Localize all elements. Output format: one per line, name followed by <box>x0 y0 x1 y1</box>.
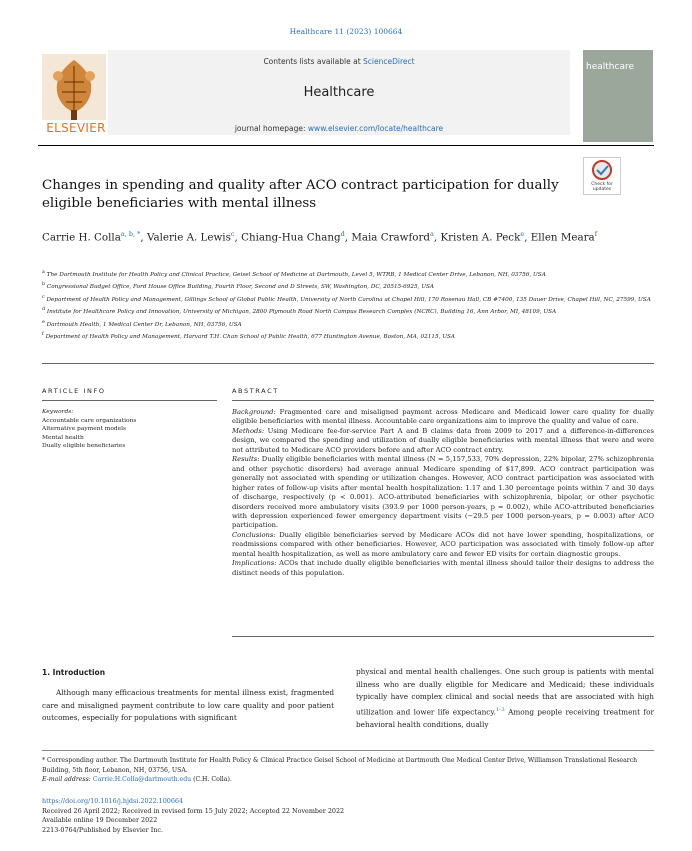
abstract-section <box>232 559 654 578</box>
corresponding-author-note: * Corresponding author. The Dartmouth Institute for Health Policy & Clinical Practice Geisel School of Medicine at Dartmouth One Medical Center Drive, Williamson Translational Research Building, 5th floor, Lebanon, NH, 03756, USA. <box>42 757 638 774</box>
homepage-prefix: journal homepage: <box>234 124 308 133</box>
affiliation-item <box>42 330 654 342</box>
affiliation-item <box>42 305 654 317</box>
abstract-section-text: Dually eligible beneficiaries served by Medicare ACOs did not have lower spending, hospitalizations, or readmissions compared with other beneficiaries. However, ACO participation was associated with timely follow-up after mental health hospitalization, as well as more ambulatory care and fewer ED visits for certain diagnostic groups. <box>232 530 654 558</box>
contents-line <box>108 57 570 66</box>
introduction-heading: 1. Introduction <box>42 668 106 677</box>
doi-link[interactable]: https://doi.org/10.1016/j.hjdsi.2022.100664 <box>42 797 184 805</box>
affiliation-text: Congressional Budget Office, Ford House Office Building, Fourth Floor, Second and D Streets, SW, Washington, DC, 20515-6925, USA <box>46 284 434 291</box>
author-name[interactable]: Carrie H. Colla <box>42 231 121 244</box>
abstract-section-text: Using Medicare fee-for-service Part A and B claims data from 2009 to 2017 and a difference-in-differences design, we compared the spending and utilization of dually eligible beneficiaries with mental illness that were and were not attributed to Medicare ACO providers before and after ACO contract entry. <box>232 426 654 454</box>
keywords-label: Keywords: <box>42 409 74 415</box>
abstract-section-text: ACOs that include dually eligible beneficiaries with mental illness should tailor their designs to address the distinct needs of this population. <box>232 559 654 577</box>
check-updates-icon <box>584 158 620 182</box>
affiliation-text: The Dartmouth Institute for Health Policy and Clinical Practice, Geisel School of Medicine at Dartmouth, Level 5, WTRB, 1 Medical Center Drive, Lebanon, NH, 03756, USA <box>46 271 546 278</box>
author-affiliation-mark[interactable]: c <box>230 230 235 238</box>
affiliation-mark: a <box>42 270 45 275</box>
affiliation-item <box>42 280 654 292</box>
affiliation-text: Department of Health Policy and Management, Gillings School of Global Public Health, University of North Carolina at Chapel Hill, 170 Rosenau Hall, CB #7400, 135 Dauer Drive, Chapel Hill, NC, 27599, USA <box>46 296 651 303</box>
issn-line: 2213-0764/Published by Elsevier Inc. <box>42 825 164 834</box>
abstract-rule <box>232 400 654 401</box>
author-name[interactable]: Chiang-Hua Chang <box>241 231 341 244</box>
affiliation-text: Dartmouth Health, 1 Medical Center Dr, Lebanon, NH, 03756, USA <box>46 321 242 328</box>
affiliation-rule <box>42 363 654 364</box>
keyword-item: Accountable care organizations <box>42 417 137 424</box>
abstract-section-label: Background: <box>232 408 276 416</box>
received-dates: Received 26 April 2022; Received in revised form 15 July 2022; Accepted 22 November 2022 <box>42 806 345 815</box>
homepage-link[interactable]: www.elsevier.com/locate/healthcare <box>307 124 444 133</box>
affiliation-item <box>42 268 654 280</box>
affiliation-mark: d <box>42 307 46 313</box>
publisher-logo-text: ELSEVIER <box>46 121 106 135</box>
check-for-updates-button[interactable] <box>583 157 621 195</box>
affiliation-mark: b <box>42 282 46 288</box>
article-info-rule <box>42 400 217 401</box>
contents-prefix: Contents lists available at <box>263 57 364 66</box>
affiliation-mark: c <box>42 294 45 300</box>
corresponding-footnote <box>42 756 654 785</box>
author-list: Carrie H. Colla$^{a, b, *}$, Valerie A. Lewis$^c$, Chiang-Hua Chang$^d$, Maia Crawford$^a$, Kristen A. Peck$^e$, Ellen Meara$^f$ <box>42 230 598 244</box>
cover-title: healthcare <box>586 62 634 72</box>
footnote-rule <box>42 750 654 751</box>
abstract-section-text: Fragmented care and misaligned payment across Medicare and Medicaid lower care quality for dually eligible beneficiaries with mental illness. Accountable care organizations aim to improve the quality and value of care. <box>232 408 654 426</box>
author-affiliation-mark[interactable]: a, b, * <box>120 230 141 238</box>
keywords-block <box>42 408 217 451</box>
intro-right-text-a: physical and mental health challenges. One such group is patients with mental illness who are dually eligible for Medicare and Medicaid; these individuals typically have complex clinical and social needs that are associated with high utilization and lower life expectancy. <box>356 667 654 717</box>
author-affiliation-mark[interactable]: d <box>340 230 345 238</box>
author-name[interactable]: Kristen A. Peck <box>440 231 521 244</box>
affiliations <box>42 268 654 343</box>
intro-right-text-b: Among people receiving treatment for behavioral health conditions, dually <box>356 707 654 729</box>
abstract-section <box>232 455 654 531</box>
abstract-end-rule <box>232 636 654 637</box>
author-name[interactable]: Maia Crawford <box>351 231 430 244</box>
abstract-section <box>232 427 654 455</box>
author-affiliation-mark[interactable]: f <box>594 230 598 238</box>
available-online: Available online 19 December 2022 <box>42 816 158 825</box>
affiliation-item <box>42 318 654 330</box>
abstract-section <box>232 531 654 559</box>
abstract-section-label: Conclusions: <box>232 530 276 539</box>
author-affiliation-mark[interactable]: e <box>520 230 525 238</box>
article-title: Changes in spending and quality after ACO contract participation for dually eligible beneficiaries with mental illness <box>42 178 559 211</box>
article-info-heading: ARTICLE INFO <box>42 387 106 395</box>
email-suffix: (C.H. Colla). <box>191 776 232 783</box>
abstract-section-label: Methods: <box>232 426 265 435</box>
affiliation-text: Department of Health Policy and Management, Harvard T.H. Chan School of Public Health, 677 Huntington Avenue, Boston, MA, 02115, USA <box>45 334 455 341</box>
sciencedirect-link[interactable]: ScienceDirect <box>363 57 415 66</box>
affiliation-mark: f <box>42 332 44 338</box>
intro-right-paragraph <box>356 666 654 731</box>
check-updates-label: Check for updates <box>591 182 613 192</box>
affiliation-item <box>42 293 654 305</box>
abstract-heading: ABSTRACT <box>232 387 279 395</box>
keyword-item: Mental health <box>42 434 84 441</box>
author-affiliation-mark[interactable]: a <box>430 230 434 238</box>
abstract-section <box>232 408 654 427</box>
intro-left-paragraph: Although many efficacious treatments for mental illness exist, fragmented care and misaligned payment contribute to low care quality and poor patient outcomes, especially for populations with significant <box>42 688 334 723</box>
keyword-item: Alternative payment models <box>42 426 127 433</box>
author-name[interactable]: Valerie A. Lewis <box>146 231 231 244</box>
header-rule <box>38 145 654 146</box>
citation-ref[interactable]: 1–3 <box>495 706 505 713</box>
homepage-line <box>108 124 570 133</box>
abstract-body <box>232 408 654 578</box>
abstract-section-label: Implications: <box>232 559 277 568</box>
affiliation-text: Institute for Healthcare Policy and Innovation, University of Michigan, 2800 Plymouth Road North Campus Research Complex (NCRC), Building 16, Ann Arbor, MI, 48109, USA <box>46 309 557 316</box>
email-label: E-mail address: <box>42 776 93 783</box>
abstract-section-text: Dually eligible beneficiaries with mental illness (N = 5,157,533, 70% depression, 22% bipolar, 27% schizophrenia and other psychotic disorders) had average annual Medicare spending of $17,899. ACO contract participation was generally not associated with spending or utilization changes. However, ACO contract participation was associated with higher rates of follow-up visits after mental health hospitalization: 1.17 and 1.30 percentage points within 7 and 30 days of discharge, respectively (p < 0.001). ACO-attributed beneficiaries with schizophrenia, bipolar, or other psychotic disorders received more ambulatory visits (393.9 per 1000 person-years, p = 0.002), while ACO-attributed beneficiaries with depression experienced fewer emergency department visits (−29.5 per 1000 person-years, p = 0.003) after ACO participation. <box>232 455 654 530</box>
keyword-item: Dually eligible beneficiaries <box>42 443 126 450</box>
journal-name: Healthcare <box>303 85 375 100</box>
journal-citation[interactable]: Healthcare 11 (2023) 100664 <box>289 27 403 36</box>
publication-info <box>42 797 654 835</box>
affiliation-mark: e <box>42 319 45 325</box>
email-link[interactable]: Carrie.H.Colla@dartmouth.edu <box>92 776 192 783</box>
author-name[interactable]: Ellen Meara <box>530 231 595 244</box>
abstract-section-label: Results: <box>232 455 260 464</box>
